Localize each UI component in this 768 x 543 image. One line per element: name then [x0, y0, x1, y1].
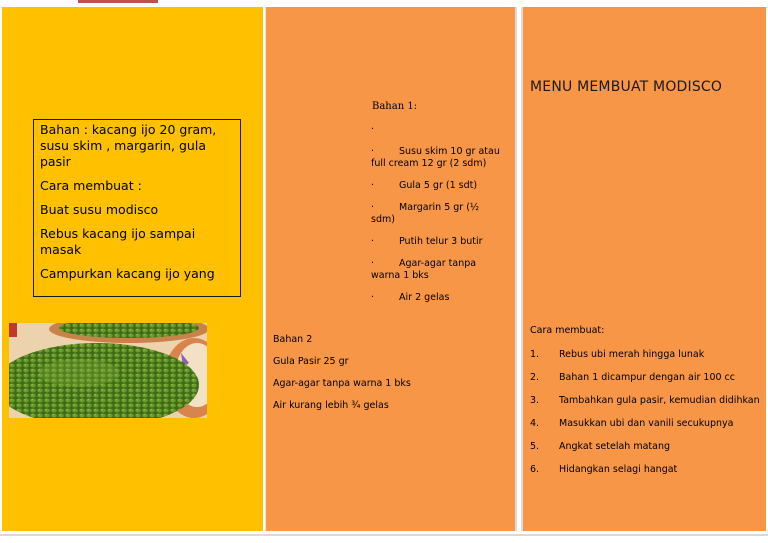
box-line-bahan: Bahan : kacang ijo 20 gram, susu skim , margarin, gula pasir	[40, 122, 217, 169]
bullet: ·	[371, 202, 375, 213]
mung-beans-illustration	[9, 323, 207, 418]
bahan2-title: Bahan 2	[273, 334, 313, 345]
bullet: ·	[371, 146, 375, 157]
step-item: 4. Masukkan ubi dan vanili secukupnya	[530, 418, 734, 429]
bullet: ·	[371, 292, 375, 303]
bullet: ·	[371, 180, 375, 191]
box-line-cara: Cara membuat :	[40, 178, 142, 193]
bahan2-item: Agar-agar tanpa warna 1 bks	[273, 378, 411, 389]
bullet: ·	[371, 258, 375, 269]
method-steps	[530, 348, 760, 486]
list-item: · Air 2 gelas	[371, 292, 450, 303]
box-line-step3: Campurkan kacang ijo yang	[40, 266, 215, 281]
bullet: ·	[371, 236, 375, 247]
bahan2-section	[273, 334, 505, 422]
bahan2-item: Gula Pasir 25 gr	[273, 356, 349, 367]
bullet: ·	[371, 124, 375, 135]
list-item: · Margarin 5 gr (½ sdm)	[371, 202, 480, 225]
method-subtitle: Cara membuat:	[530, 325, 605, 336]
bahan2-item: Air kurang lebih ¾ gelas	[273, 400, 389, 411]
step-item: 3. Tambahkan gula pasir, kemudian didihkan	[530, 395, 760, 406]
mung-beans-photo	[9, 323, 207, 418]
step-item: 6. Hidangkan selagi hangat	[530, 464, 678, 475]
list-item	[371, 124, 503, 136]
step-item: 5. Angkat setelah matang	[530, 441, 670, 452]
bahan1-title: Bahan 1:	[372, 101, 418, 112]
box-line-step1: Buat susu modisco	[40, 202, 159, 217]
step-item: 2. Bahan 1 dicampur dengan air 100 cc	[530, 372, 736, 383]
top-accent-line	[78, 0, 158, 3]
page-title: MENU MEMBUAT MODISCO	[530, 79, 723, 95]
step-item: 1. Rebus ubi merah hingga lunak	[530, 349, 705, 360]
list-item: · Agar-agar tanpa warna 1 bks	[371, 258, 477, 281]
bottom-line	[0, 534, 768, 536]
bahan1-list	[371, 124, 503, 314]
ingredients-textbox	[33, 119, 241, 297]
list-item: · Putih telur 3 butir	[371, 236, 483, 247]
list-item: · Susu skim 10 gr atau full cream 12 gr (2 sdm)	[371, 146, 500, 169]
box-line-step2: Rebus kacang ijo sampai masak	[40, 226, 196, 257]
list-item: · Gula 5 gr (1 sdt)	[371, 180, 478, 191]
